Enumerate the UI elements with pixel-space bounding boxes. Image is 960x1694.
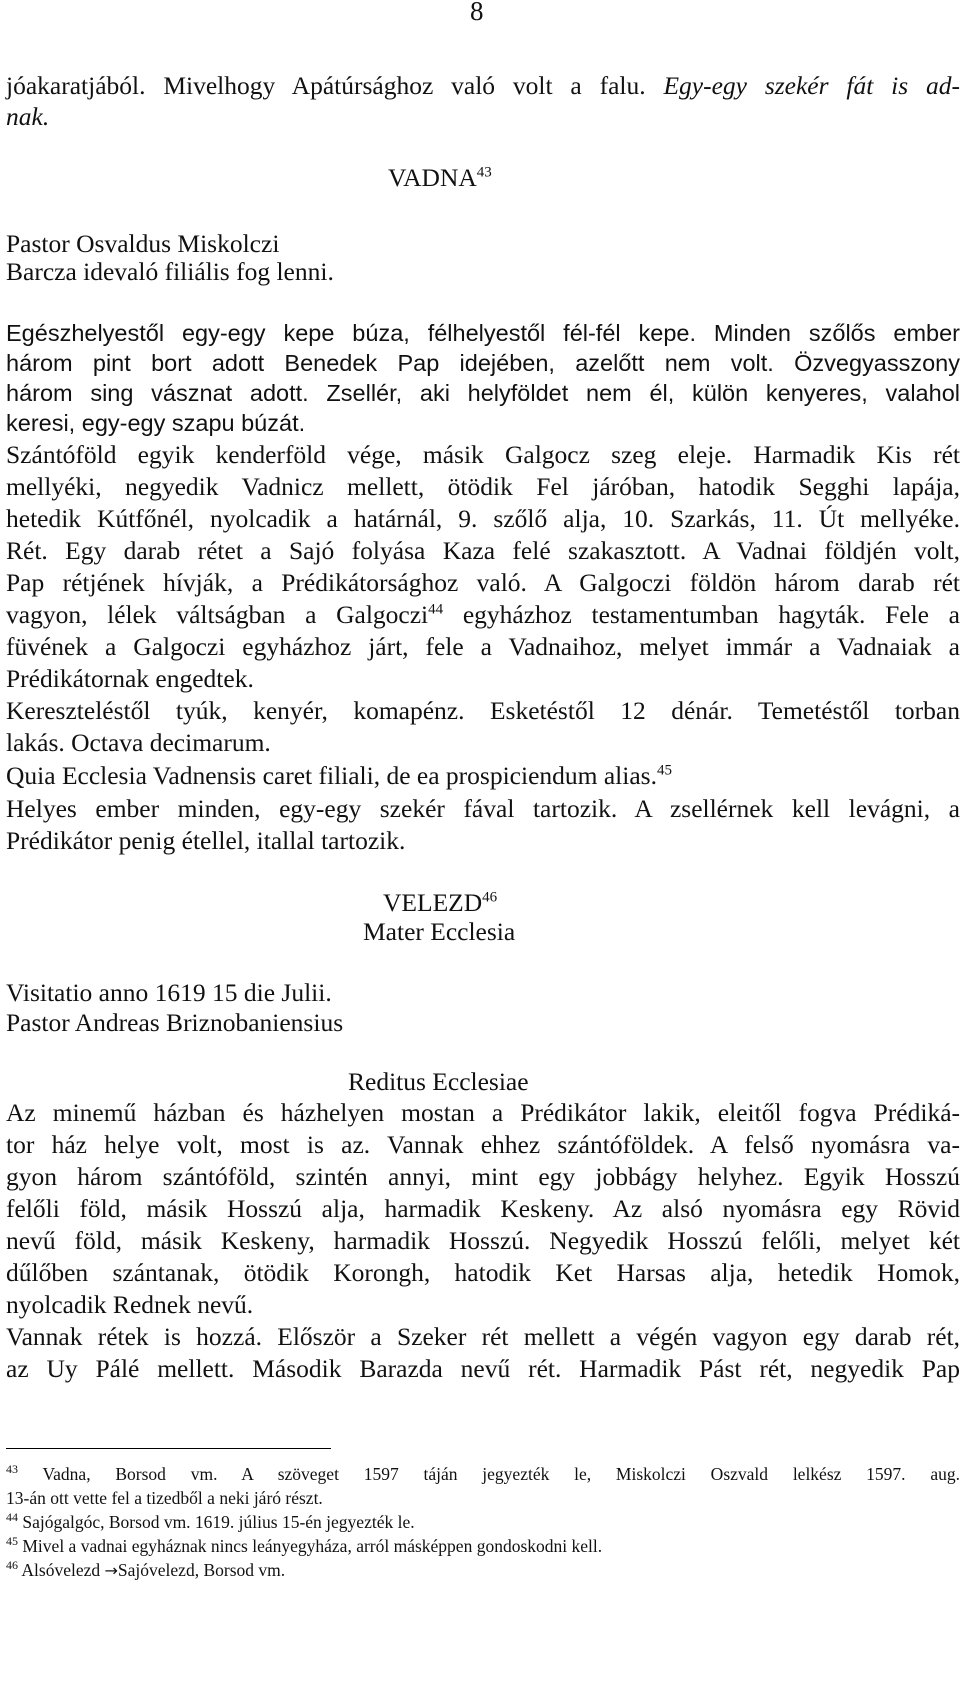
arrow-right-icon: → xyxy=(104,1561,118,1580)
section-heading-velezd: VELEZD$^{46}$ xyxy=(383,888,498,917)
body-line: lakás. Octava decimarum. xyxy=(6,728,271,757)
body-line: három pint bort adott Benedek Pap idejében, azelőtt nem volt. Özvegyasszony xyxy=(6,350,960,376)
body-line: nevű föld, másik Keskeny, harmadik Hosszú. Negyedik Hosszú felőli, melyet két xyxy=(6,1226,960,1255)
pastor-line: Pastor Andreas Briznobaniensius xyxy=(6,1008,344,1037)
body-line: keresi, egy-egy szapu búzát. xyxy=(6,410,306,436)
body-line: Pap rétjének hívják, a Prédikátorsághoz való. A Galgoczi földön három darab rét xyxy=(6,568,960,597)
intro-italic-text: Egy-egy szekér fát is ad- xyxy=(663,71,960,100)
footnote-45: $^{45}$ Mivel a vadnai egyháznak nincs leányegyháza, arról másképpen gondoskodni kell. xyxy=(6,1534,603,1556)
body-line: gyon három szántóföld, szintén annyi, mint egy jobbágy helyhez. Egyik Hosszú xyxy=(6,1162,960,1191)
body-line: Kereszteléstől tyúk, kenyér, komapénz. Esketéstől 12 dénár. Temetéstől torban xyxy=(6,696,960,725)
body-line: Rét. Egy darab rétet a Sajó folyása Kaza felé szakasztott. A Vadnai földjén volt, xyxy=(6,536,960,565)
footnote-ref: 45 xyxy=(656,762,672,779)
section-subheading: Mater Ecclesia xyxy=(363,917,516,946)
footnote-43-continued: 13-án ott vette fel a tizedből a neki járó részt. xyxy=(6,1488,323,1508)
body-line: Helyes ember minden, egy-egy szekér fával tartozik. A zsellérnek kell levágni, a xyxy=(6,794,960,823)
body-line: hetedik Kútfőnél, nyolcadik a határnál, 9. szőlő alja, 10. Szarkás, 11. Út mellyéke. xyxy=(6,504,960,533)
body-line: Szántóföld egyik kenderföld vége, másik Galgocz szeg eleje. Harmadik Kis rét xyxy=(6,440,960,469)
body-line: füvének a Galgoczi egyházhoz járt, fele a Vadnaihoz, melyet immár a Vadnaiak a xyxy=(6,632,960,661)
footnote-44: $^{44}$ Sajógalgóc, Borsod vm. 1619. július 15-én jegyezték le. xyxy=(6,1510,415,1532)
intro-text: jóakaratjából. Mivelhogy Apátúrsághoz való volt a falu. xyxy=(6,71,664,100)
reditus-heading: Reditus Ecclesiae xyxy=(348,1067,529,1096)
body-line: dűlőben szántanak, ötödik Korongh, hatodik Ket Harsas alja, hetedik Homok, xyxy=(6,1258,960,1287)
body-line: felőli föld, másik Hosszú alja, harmadik Keskeny. Az alsó nyomásra egy Rövid xyxy=(6,1194,960,1223)
body-line-with-ref: vagyon, lélek váltságban a Galgoczi$^{44}$ egyházhoz testamentumban hagyták. Fele a xyxy=(6,600,960,629)
body-line: Prédikátornak engedtek. xyxy=(6,664,254,693)
body-line: három sing vásznat adott. Zsellér, aki helyföldet nem él, külön kenyeres, valahol xyxy=(6,380,960,406)
body-line: Az minemű házban és házhelyen mostan a Prédikátor lakik, eleitől fogva Prédiká- xyxy=(6,1098,960,1127)
intro-italic-text: nak. xyxy=(6,102,50,131)
section-heading-vadna: VADNA$^{43}$ xyxy=(388,163,492,192)
body-line: tor ház helye volt, most is az. Vannak ehhez szántóföldek. A felső nyomásra va- xyxy=(6,1130,960,1159)
intro-line xyxy=(6,101,960,133)
body-line: nyolcadik Rednek nevű. xyxy=(6,1290,254,1319)
footnote-ref: 43 xyxy=(476,164,492,181)
page-number: 8 xyxy=(470,0,484,26)
visitatio-line: Visitatio anno 1619 15 die Julii. xyxy=(6,978,332,1007)
intro-line xyxy=(6,70,960,102)
footnote-46: $^{46}$ Alsóvelezd →Sajóvelezd, Borsod vm. xyxy=(6,1558,286,1580)
footnote-divider xyxy=(6,1448,331,1449)
pastor-line: Pastor Osvaldus Miskolczi xyxy=(6,229,280,258)
body-line: Prédikátor penig étellel, itallal tartozik. xyxy=(6,826,406,855)
filial-line: Barcza idevaló filiális fog lenni. xyxy=(6,257,334,286)
footnote-ref: 44 xyxy=(428,601,444,618)
footnote-ref: 46 xyxy=(482,889,498,906)
body-line: az Uy Pálé mellett. Második Barazda nevű rét. Harmadik Pást rét, negyedik Pap xyxy=(6,1354,960,1383)
body-line: Egészhelyestől egy-egy kepe búza, félhelyestől fél-fél kepe. Minden szőlős ember xyxy=(6,320,960,346)
latin-line: Quia Ecclesia Vadnensis caret filiali, de ea prospiciendum alias.$^{45}$ xyxy=(6,761,672,790)
body-line: Vannak rétek is hozzá. Először a Szeker rét mellett a végén vagyon egy darab rét, xyxy=(6,1322,960,1351)
body-line: mellyéki, negyedik Vadnicz mellett, ötödik Fel járóban, hatodik Segghi lapája, xyxy=(6,472,960,501)
footnote-43: $^{43}$ Vadna, Borsod vm. A szöveget 1597 táján jegyezték le, Miskolczi Oszvald lelkész 1597. aug. xyxy=(6,1462,960,1484)
